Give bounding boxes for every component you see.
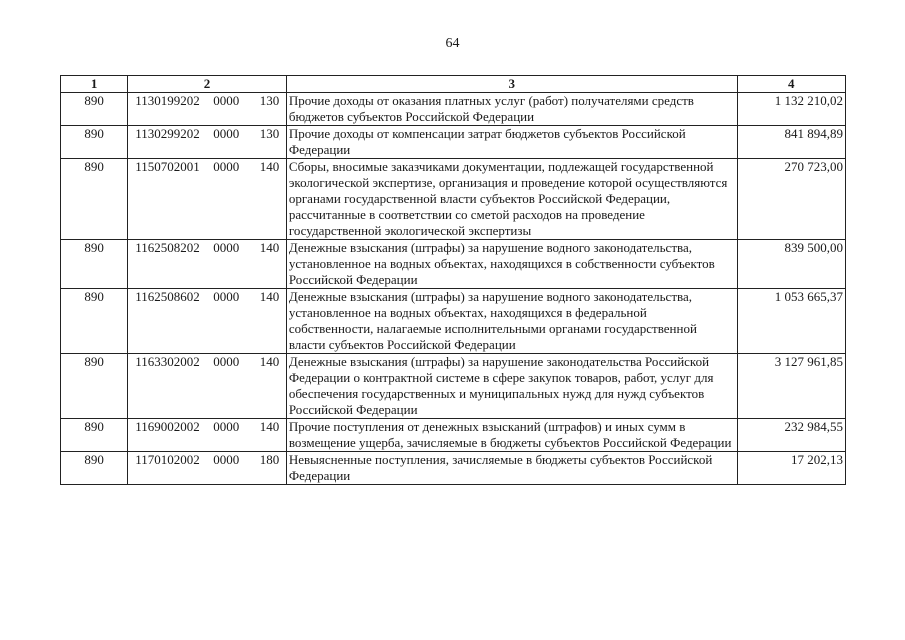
table-row	[61, 159, 846, 240]
admin-code-cell	[61, 159, 128, 240]
admin-code-cell	[61, 419, 128, 452]
table-row	[61, 289, 846, 354]
admin-code-cell	[61, 289, 128, 354]
code-class: 130	[259, 126, 280, 141]
amount-value: 839 500,00	[784, 240, 843, 255]
admin-code: 890	[84, 93, 104, 108]
table-header-row	[61, 76, 846, 93]
description-cell	[286, 354, 737, 419]
revenue-description: Прочие доходы от оказания платных услуг (работ) получателями средств бюджетов субъектов Российской Федерации	[288, 93, 694, 124]
code-class: 140	[259, 240, 280, 255]
amount-value: 232 984,55	[784, 419, 843, 434]
code-main: 1170102002	[135, 452, 200, 467]
admin-code-cell	[61, 126, 128, 159]
admin-code-cell	[61, 354, 128, 419]
table-row	[61, 419, 846, 452]
column-header-2: 2	[128, 76, 287, 93]
description-cell	[286, 289, 737, 354]
amount-cell	[737, 419, 845, 452]
revenue-description: Денежные взыскания (штрафы) за нарушение законодательства Российской Федерации о контрактной системе в сфере закупок товаров, работ, услуг для обеспечения государственных и муниципальных нужд для нужд субъектов Российской Федерации	[288, 354, 714, 417]
admin-code-cell	[61, 452, 128, 485]
budget-classification-code	[130, 93, 279, 109]
code-program: 0000	[213, 354, 240, 369]
admin-code-cell	[61, 93, 128, 126]
code-main: 1130299202	[135, 126, 200, 141]
description-cell	[286, 126, 737, 159]
code-class: 140	[259, 289, 280, 304]
column-header-1: 1	[61, 76, 128, 93]
admin-code-cell	[61, 240, 128, 289]
budget-revenue-table	[60, 75, 846, 485]
revenue-description: Денежные взыскания (штрафы) за нарушение водного законодательства, установленное на водных объектах, находящихся в федеральной собственности, налагаемые исполнительными органами государственной власти субъектов Российской Федерации	[288, 289, 697, 352]
code-main: 1162508202	[135, 240, 200, 255]
table-row	[61, 354, 846, 419]
budget-classification-code	[130, 419, 279, 435]
table-row	[61, 126, 846, 159]
code-program: 0000	[213, 452, 240, 467]
amount-value: 841 894,89	[784, 126, 843, 141]
budget-classification-code	[130, 452, 279, 468]
budget-code-cell	[128, 159, 287, 240]
budget-code-cell	[128, 289, 287, 354]
code-class: 140	[259, 419, 280, 434]
admin-code: 890	[84, 354, 104, 369]
code-main: 1163302002	[135, 354, 200, 369]
budget-code-cell	[128, 452, 287, 485]
revenue-description: Прочие доходы от компенсации затрат бюджетов субъектов Российской Федерации	[288, 126, 686, 157]
code-program: 0000	[213, 419, 240, 434]
budget-classification-code	[130, 240, 279, 256]
budget-code-cell	[128, 93, 287, 126]
code-program: 0000	[213, 93, 240, 108]
amount-cell	[737, 126, 845, 159]
amount-cell	[737, 452, 845, 485]
admin-code: 890	[84, 126, 104, 141]
budget-classification-code	[130, 126, 279, 142]
description-cell	[286, 93, 737, 126]
table-row	[61, 93, 846, 126]
code-program: 0000	[213, 126, 240, 141]
budget-code-cell	[128, 354, 287, 419]
code-class: 140	[259, 354, 280, 369]
description-cell	[286, 240, 737, 289]
table-row	[61, 452, 846, 485]
revenue-description: Денежные взыскания (штрафы) за нарушение водного законодательства, установленное на водных объектах, находящихся в собственности субъектов Российской Федерации	[288, 240, 715, 287]
admin-code: 890	[84, 419, 104, 434]
revenue-description: Прочие поступления от денежных взысканий (штрафов) и иных сумм в возмещение ущерба, зачисляемые в бюджеты субъектов Российской Федерации	[288, 419, 732, 450]
admin-code: 890	[84, 159, 104, 174]
code-program: 0000	[213, 159, 240, 174]
admin-code: 890	[84, 240, 104, 255]
amount-cell	[737, 354, 845, 419]
amount-value: 270 723,00	[784, 159, 843, 174]
admin-code: 890	[84, 452, 104, 467]
page-number: 64	[445, 36, 460, 51]
budget-classification-code	[130, 159, 279, 175]
amount-cell	[737, 240, 845, 289]
amount-value: 17 202,13	[791, 452, 843, 467]
budget-code-cell	[128, 126, 287, 159]
amount-value: 1 053 665,37	[774, 289, 843, 304]
amount-cell	[737, 159, 845, 240]
budget-classification-code	[130, 289, 279, 305]
budget-code-cell	[128, 419, 287, 452]
revenue-description: Невыясненные поступления, зачисляемые в бюджеты субъектов Российской Федерации	[288, 452, 713, 483]
amount-value: 1 132 210,02	[774, 93, 843, 108]
code-program: 0000	[213, 240, 240, 255]
code-class: 130	[259, 93, 280, 108]
code-main: 1150702001	[135, 159, 200, 174]
amount-value: 3 127 961,85	[774, 354, 843, 369]
description-cell	[286, 159, 737, 240]
budget-code-cell	[128, 240, 287, 289]
amount-cell	[737, 93, 845, 126]
budget-classification-code	[130, 354, 279, 370]
column-header-3: 3	[286, 76, 737, 93]
code-main: 1130199202	[135, 93, 200, 108]
code-program: 0000	[213, 289, 240, 304]
description-cell	[286, 452, 737, 485]
revenue-description: Сборы, вносимые заказчиками документации, подлежащей государственной экологической экспертизе, организация и проведение которой осуществляются органами государственной власти субъектов Российской Федерации, рассчитанные в соответствии со сметой расходов на проведение государственной экологической экспертизы	[288, 159, 728, 238]
column-header-4: 4	[737, 76, 845, 93]
table-row	[61, 240, 846, 289]
admin-code: 890	[84, 289, 104, 304]
table-body	[61, 93, 846, 485]
amount-cell	[737, 289, 845, 354]
code-main: 1169002002	[135, 419, 200, 434]
code-main: 1162508602	[135, 289, 200, 304]
code-class: 140	[259, 159, 280, 174]
code-class: 180	[259, 452, 280, 467]
description-cell	[286, 419, 737, 452]
